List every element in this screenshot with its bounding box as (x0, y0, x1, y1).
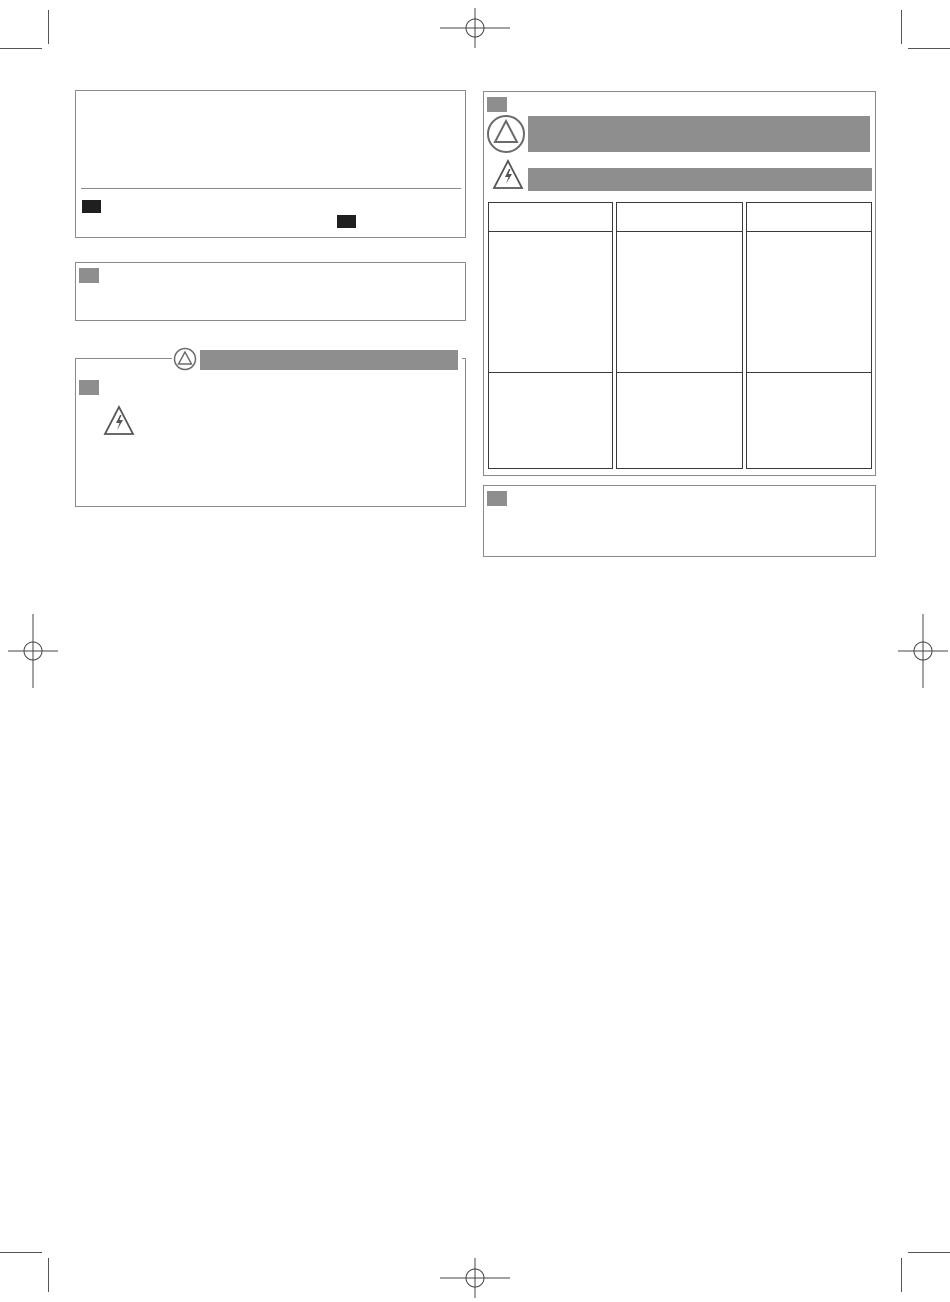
table-cell (616, 231, 743, 373)
crop-mark-bottom-right-h (908, 1252, 950, 1253)
caution-heading-bar (200, 350, 458, 370)
language-chip (79, 380, 99, 395)
warnings-table-box (483, 91, 876, 476)
table-cell (746, 231, 872, 373)
language-chip (487, 491, 507, 506)
crop-mark-top-right-h (908, 48, 950, 49)
registration-crosshair-icon (898, 614, 948, 688)
crop-mark-bottom-left-h (0, 1252, 42, 1253)
intro-divider (81, 188, 461, 189)
caution-triangle-in-circle-icon (173, 347, 197, 371)
language-chip (487, 97, 507, 112)
table-header-cell (746, 202, 872, 232)
caution-heading-bar (528, 116, 870, 152)
crop-mark-top-right-v (901, 10, 902, 44)
crop-mark-bottom-left-v (48, 1258, 49, 1292)
registration-crosshair-icon (440, 1258, 510, 1298)
crop-mark-top-left-h (0, 48, 42, 49)
table-cell (616, 372, 743, 469)
page-summary (0, 0, 1, 1)
caution-box (75, 358, 466, 507)
language-chip (79, 268, 99, 283)
table-header-cell (488, 202, 613, 232)
electric-heading-bar (528, 168, 872, 191)
electric-shock-warning-icon (492, 159, 524, 191)
intro-box (75, 90, 466, 238)
crop-mark-bottom-right-v (901, 1258, 902, 1292)
language-chip (82, 200, 101, 213)
table-cell (746, 372, 872, 469)
language-chip (337, 215, 356, 228)
table-cell (488, 231, 613, 373)
note-box (75, 262, 466, 321)
electric-shock-warning-icon (103, 405, 135, 437)
footnote-box (483, 485, 876, 557)
registration-crosshair-icon (8, 614, 58, 688)
crop-mark-top-left-v (48, 10, 49, 44)
table-cell (488, 372, 613, 469)
table-header-cell (616, 202, 743, 232)
caution-triangle-in-circle-icon (486, 114, 526, 154)
registration-crosshair-icon (440, 8, 510, 48)
